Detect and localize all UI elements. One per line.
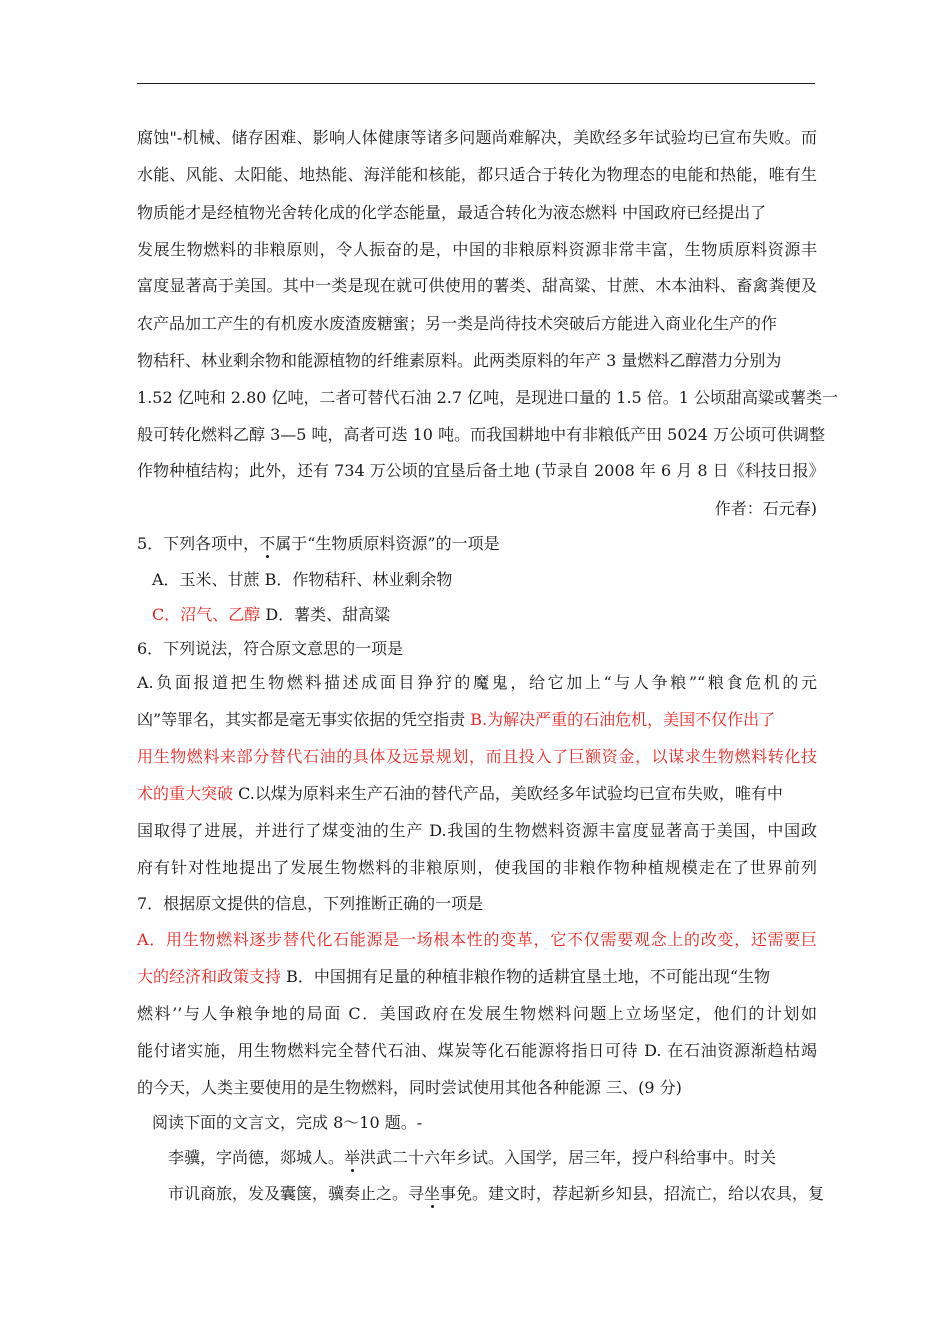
- option-a-text: 凶”等罪名，其实都是毫无事实依据的凭空指责: [137, 710, 466, 729]
- option-d: D．薯类、甜高粱: [260, 605, 391, 624]
- passage-line: 般可转化燃料乙醇 3—5 吨，高者可迭 10 吨。而我国耕地中有非粮低产田 5024 万公顷可供调整: [137, 425, 825, 444]
- passage-line: 水能、风能、太阳能、地热能、海洋能和核能，都只适合于转化为物理态的电能和热能，唯有生: [137, 165, 817, 184]
- option-b-answer: 术的重大突破: [137, 784, 234, 803]
- classical-text: 事免。建文时，荐起新乡知县，招流亡，给以农具，复: [440, 1184, 825, 1203]
- passage-line: 物质能才是经植物光舍转化成的化学态能量，最适合转化为液态燃料 中国政府已经提出了: [137, 203, 767, 222]
- question-stem: 6．下列说法，符合原文意思的一项是: [137, 639, 404, 658]
- passage-line: 作物种植结构；此外，还有 734 万公顷的宜垦后备土地 (节录自 2008 年 6 月 8 日《科技日报》: [137, 461, 825, 480]
- option-b-line: 用生物燃料来部分替代石油的具体及远景规划，而且投入了巨额资金，以谋求生物燃料转化技: [137, 747, 817, 766]
- question-stem: [137, 534, 817, 554]
- passage-line: 富度显著高于美国。其中一类是现在就可供使用的薯类、甜高粱、甘蔗、木本油料、畜禽粪便及: [137, 276, 817, 295]
- emphasis-char: 不: [259, 534, 276, 553]
- header-rule: [137, 83, 815, 84]
- options-ab: A．玉米、甘蔗 B．作物秸秆、林业剩余物: [152, 570, 453, 589]
- author-credit: 作者：石元春): [714, 499, 817, 518]
- option-b-answer: B.为解决严重的石油危机，美国不仅作出了: [465, 710, 776, 729]
- option-ab-line: [137, 710, 817, 730]
- option-d-line: 府有针对性地提出了发展生物燃料的非粮原则，使我国的非粮作物种植规模走在了世界前列: [137, 858, 817, 877]
- passage-line: 农产品加工产生的有机废水废渣废糖蜜；另一类是尚待技术突破后方能进入商业化生产的作: [137, 314, 778, 333]
- question-stem: 7．根据原文提供的信息，下列推断正确的一项是: [137, 894, 484, 913]
- stem-text: 5．下列各项中，: [137, 534, 260, 553]
- emphasis-char: 举: [344, 1148, 361, 1167]
- option-bc-line: [137, 784, 817, 804]
- option-cd-line: 能付诸实施，用生物燃料完全替代石油、煤炭等化石能源将指日可待 D. 在石油资源渐趋枯竭: [137, 1041, 817, 1060]
- option-a-answer: A．用生物燃料逐步替代化石能源是一场根本性的变革，它不仅需要观念上的改变，还需要巨: [137, 930, 817, 949]
- classical-text: 市讥商旅，发及囊箧，骥奏止之。寻: [168, 1184, 425, 1203]
- option-bc-line: 燃料’’与人争粮争地的局面 C．美国政府在发展生物燃料问题上立场坚定，他们的计划如: [137, 1004, 817, 1023]
- passage-line: 发展生物燃料的非粮原则，令人振奋的是，中国的非粮原料资源非常丰富，生物质原料资源丰: [137, 240, 817, 259]
- emphasis-char: 坐: [424, 1184, 441, 1203]
- passage-line: 物秸秆、林业剩余物和能源植物的纤维素原料。此两类原料的年产 3 量燃料乙醇潜力分别为: [137, 351, 782, 370]
- option-b-text: B．中国拥有足量的种植非粮作物的适耕宜垦土地，不可能出现“生物: [281, 967, 771, 986]
- option-a-answer: 大的经济和政策支持: [137, 967, 282, 986]
- passage-line: 腐蚀"-机械、储存困难、影响人体健康等诸多问题尚难解决，美欧经多年试验均已宣布失败。而: [137, 128, 817, 147]
- option-d-line: 的今天，人类主要使用的是生物燃料，同时尝试使用其他各种能源 三、(9 分): [137, 1078, 682, 1097]
- option-a-line: A.负面报道把生物燃料描述成面目狰狞的魔鬼，给它加上“与人争粮”“粮食危机的元: [137, 673, 817, 692]
- stem-text: 属于“生物质原料资源”的一项是: [275, 534, 500, 553]
- option-c-text: C.以煤为原料来生产石油的替代产品，美欧经多年试验均已宣布失败，唯有中: [233, 784, 783, 803]
- classical-text-line: [168, 1184, 825, 1204]
- passage-line: 1.52 亿吨和 2.80 亿吨，二者可替代石油 2.7 亿吨，是现进口量的 1.5 倍。1 公顷甜高粱或薯类一: [137, 388, 839, 407]
- section-instruction: 阅读下面的文言文，完成 8～10 题。-: [152, 1113, 423, 1132]
- option-ab-line: [137, 967, 817, 987]
- option-c-answer: C．沼气、乙醇: [152, 605, 261, 624]
- classical-text: 李骥，字尚德，郯城人。: [168, 1148, 345, 1167]
- option-cd-line: 国取得了进展，并进行了煤变油的生产 D.我国的生物燃料资源丰富度显著高于美国，中国政: [137, 821, 817, 840]
- classical-text-line: [168, 1148, 818, 1168]
- options-cd: [152, 605, 832, 625]
- classical-text: 洪武二十六年乡试。入国学，居三年，授户科给事中。时关: [360, 1148, 777, 1167]
